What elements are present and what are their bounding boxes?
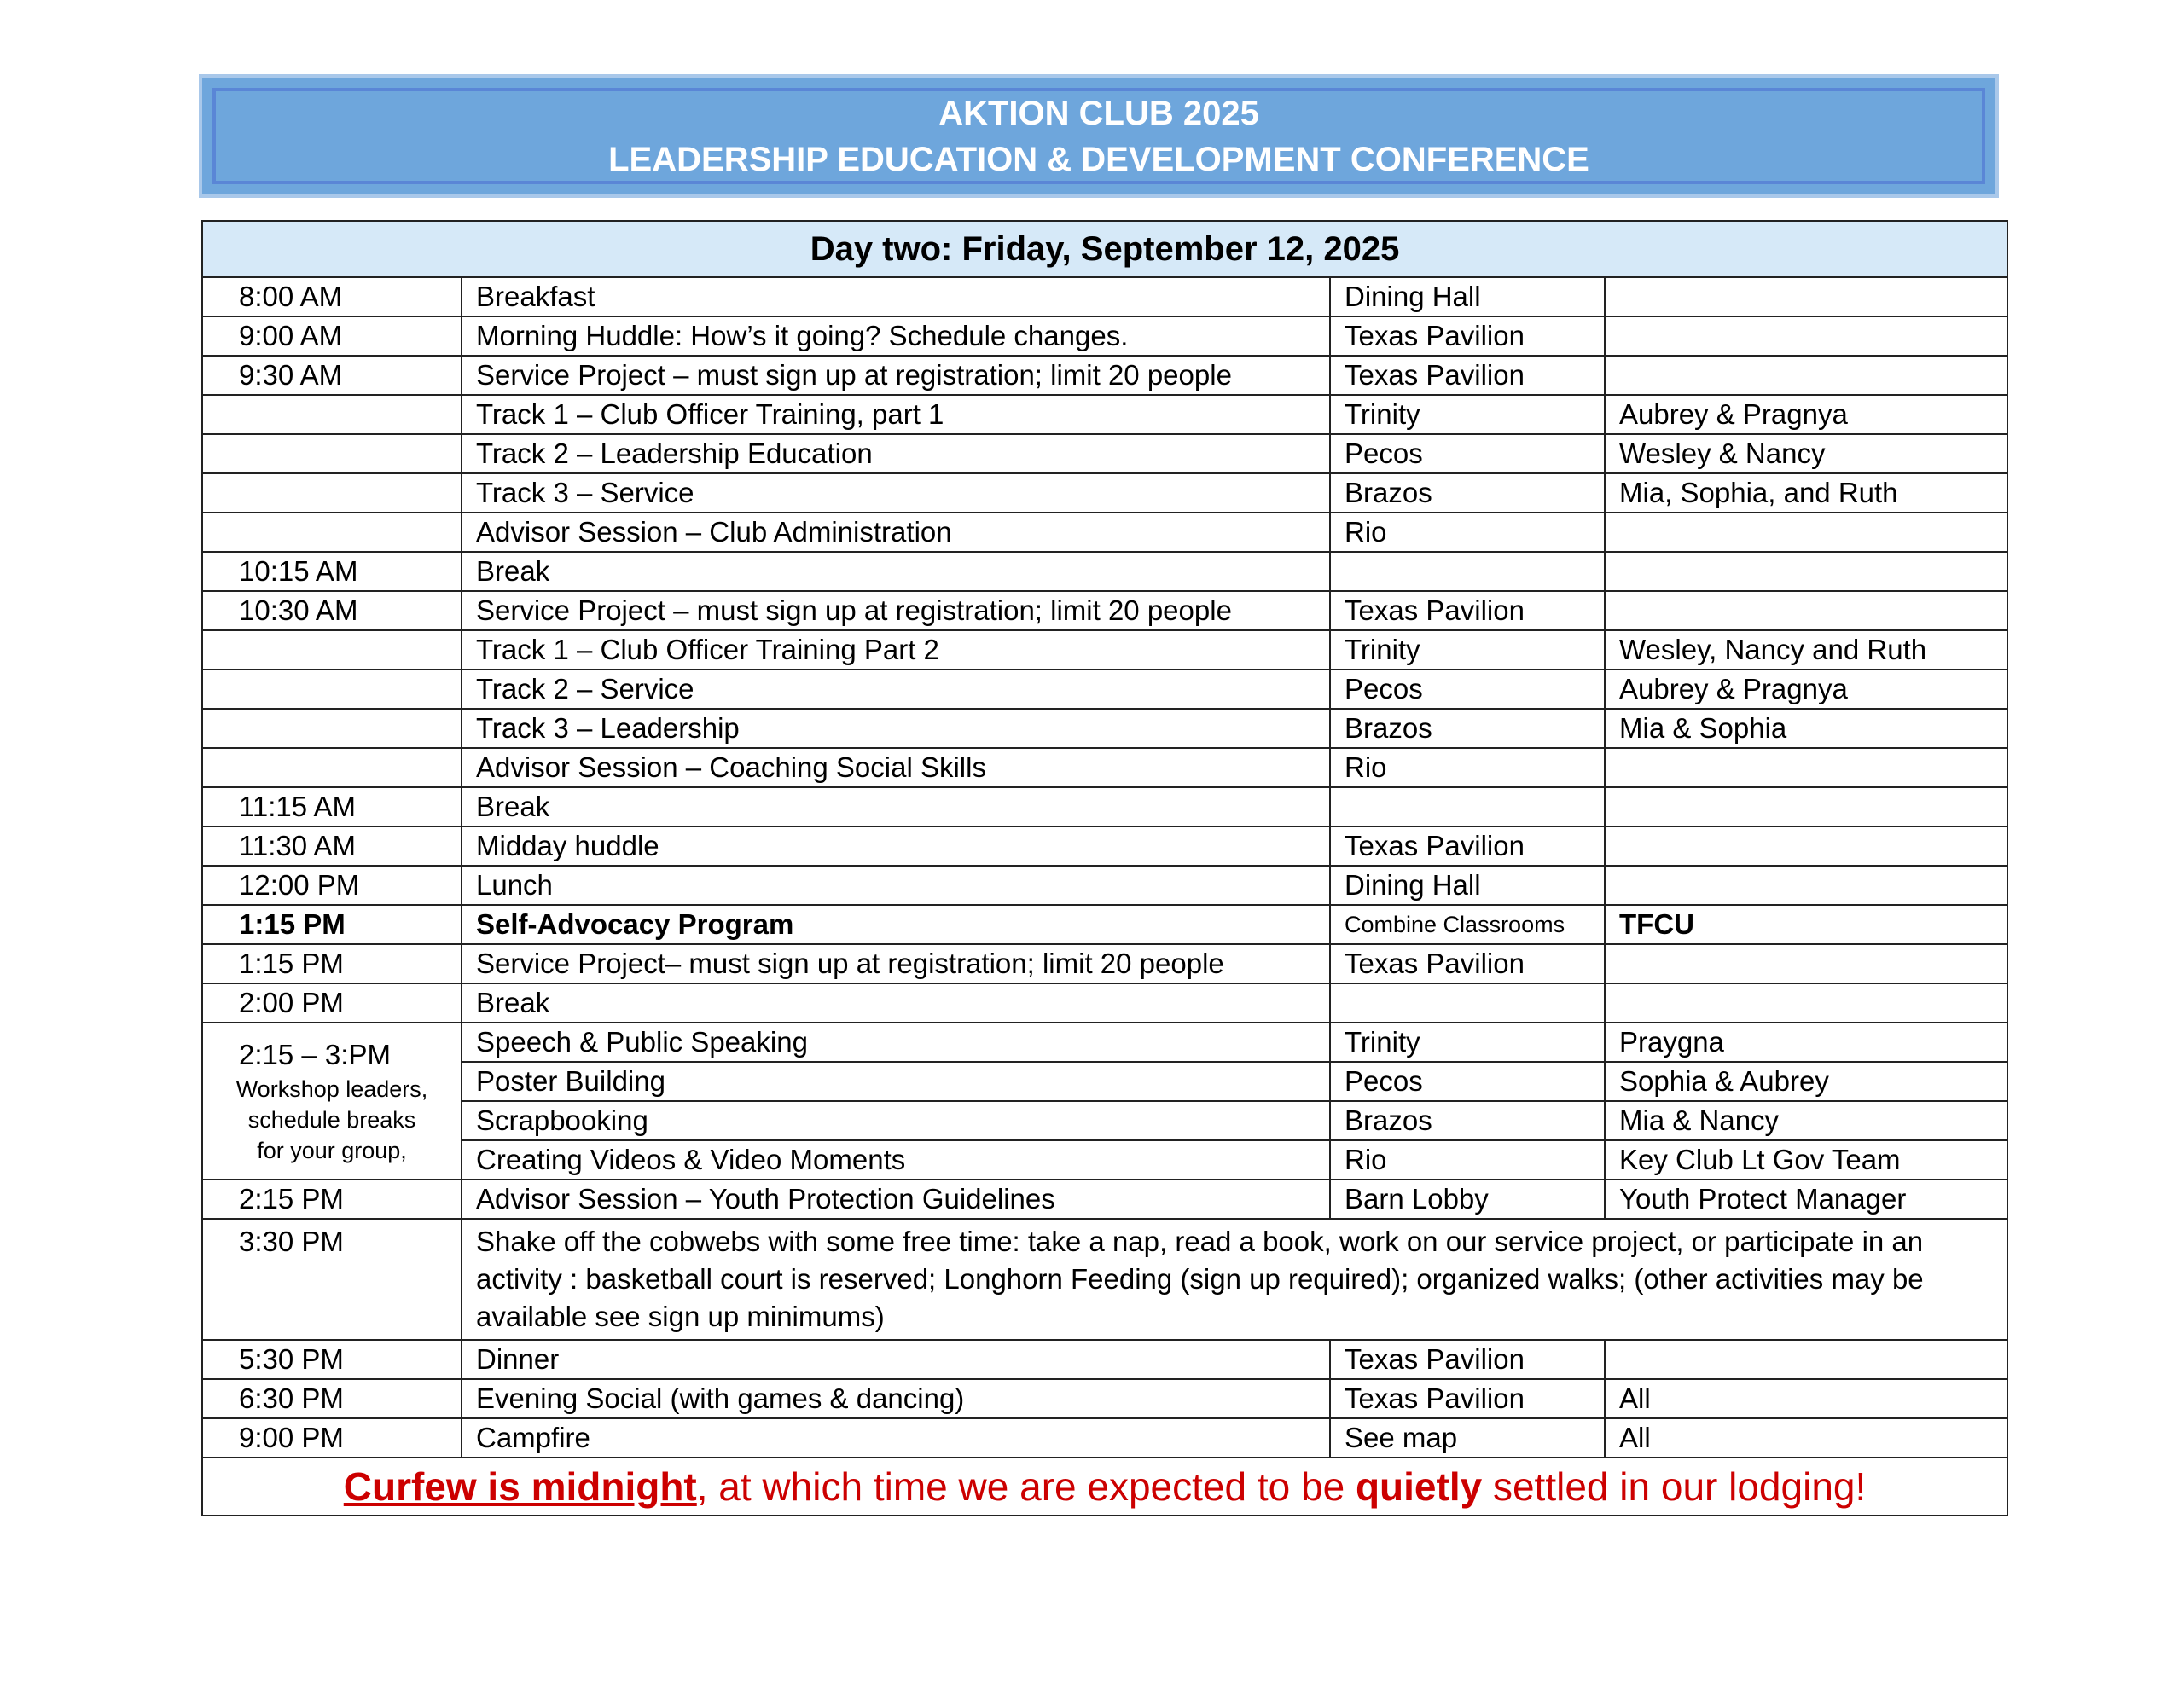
- event-cell: Lunch: [462, 866, 1330, 905]
- free-time-row: [202, 1219, 2007, 1340]
- curfew-row: [202, 1458, 2007, 1516]
- location-cell: See map: [1330, 1418, 1605, 1458]
- location-cell: Barn Lobby: [1330, 1180, 1605, 1219]
- event-cell: Service Project – must sign up at registration; limit 20 people: [462, 591, 1330, 630]
- event-cell: Track 1 – Club Officer Training, part 1: [462, 395, 1330, 434]
- location-cell: Texas Pavilion: [1330, 1379, 1605, 1418]
- location-cell: Dining Hall: [1330, 277, 1605, 316]
- time-cell: 9:30 AM: [202, 356, 462, 395]
- schedule-table: [201, 220, 2008, 1516]
- event-cell: Scrapbooking: [462, 1101, 1330, 1140]
- schedule-row: [202, 866, 2007, 905]
- time-cell: 9:00 AM: [202, 316, 462, 356]
- event-cell: Speech & Public Speaking: [462, 1023, 1330, 1062]
- schedule-row: [202, 1340, 2007, 1379]
- schedule-row: [202, 905, 2007, 944]
- banner-title-line1: AKTION CLUB 2025: [938, 94, 1259, 132]
- location-cell: Pecos: [1330, 1062, 1605, 1101]
- event-cell: Creating Videos & Video Moments: [462, 1140, 1330, 1180]
- location-cell: Trinity: [1330, 395, 1605, 434]
- leaders-cell: Aubrey & Pragnya: [1605, 395, 2007, 434]
- time-cell: [202, 473, 462, 513]
- location-cell: Rio: [1330, 748, 1605, 787]
- time-cell: 11:15 AM: [202, 787, 462, 826]
- location-cell: Combine Classrooms: [1330, 905, 1605, 944]
- event-cell: Break: [462, 787, 1330, 826]
- time-cell: [202, 709, 462, 748]
- leaders-cell: Sophia & Aubrey: [1605, 1062, 2007, 1101]
- leaders-cell: Aubrey & Pragnya: [1605, 670, 2007, 709]
- location-cell: Pecos: [1330, 670, 1605, 709]
- event-cell: Morning Huddle: How’s it going? Schedule changes.: [462, 316, 1330, 356]
- schedule-row: [202, 748, 2007, 787]
- leaders-cell: [1605, 513, 2007, 552]
- time-cell: 6:30 PM: [202, 1379, 462, 1418]
- location-cell: [1330, 983, 1605, 1023]
- time-cell: [202, 748, 462, 787]
- time-cell: 11:30 AM: [202, 826, 462, 866]
- event-cell: Advisor Session – Club Administration: [462, 513, 1330, 552]
- event-cell: Self-Advocacy Program: [462, 905, 1330, 944]
- event-cell: Break: [462, 552, 1330, 591]
- event-cell: Dinner: [462, 1340, 1330, 1379]
- schedule-row: [202, 826, 2007, 866]
- workshop-row: [202, 1101, 2007, 1140]
- event-cell: Advisor Session – Youth Protection Guidelines: [462, 1180, 1330, 1219]
- location-cell: Texas Pavilion: [1330, 591, 1605, 630]
- time-cell: 1:15 PM: [202, 905, 462, 944]
- banner-inner-frame: [212, 88, 1985, 184]
- location-cell: [1330, 787, 1605, 826]
- time-cell: [202, 513, 462, 552]
- schedule-row: [202, 944, 2007, 983]
- schedule-row: [202, 434, 2007, 473]
- time-cell: 10:15 AM: [202, 552, 462, 591]
- leaders-cell: Wesley, Nancy and Ruth: [1605, 630, 2007, 670]
- location-cell: Texas Pavilion: [1330, 1340, 1605, 1379]
- schedule-row: [202, 356, 2007, 395]
- leaders-cell: Mia & Nancy: [1605, 1101, 2007, 1140]
- event-cell: Evening Social (with games & dancing): [462, 1379, 1330, 1418]
- event-cell: Campfire: [462, 1418, 1330, 1458]
- time-cell: 2:15 PM: [202, 1180, 462, 1219]
- schedule-row: [202, 1180, 2007, 1219]
- time-cell: [202, 434, 462, 473]
- free-time-description: Shake off the cobwebs with some free time: take a nap, read a book, work on our service project, or participate in an activity : basketball court is reserved; Longhorn Feeding (sign up required); organized walks; (other activities may be available see sign up minimums): [462, 1219, 2007, 1340]
- curfew-notice: [202, 1458, 2007, 1516]
- leaders-cell: [1605, 787, 2007, 826]
- schedule-row: [202, 552, 2007, 591]
- schedule-row: [202, 983, 2007, 1023]
- event-cell: Breakfast: [462, 277, 1330, 316]
- event-cell: Track 2 – Leadership Education: [462, 434, 1330, 473]
- workshop-time: 2:15 – 3:PM: [239, 1039, 391, 1070]
- curfew-emphasis: quietly: [1355, 1464, 1483, 1509]
- curfew-tail: settled in our lodging!: [1482, 1464, 1867, 1509]
- location-cell: Pecos: [1330, 434, 1605, 473]
- location-cell: Brazos: [1330, 709, 1605, 748]
- time-cell: 9:00 PM: [202, 1418, 462, 1458]
- leaders-cell: All: [1605, 1379, 2007, 1418]
- workshop-note-line: Workshop leaders,: [235, 1076, 428, 1102]
- leaders-cell: [1605, 591, 2007, 630]
- leaders-cell: Mia & Sophia: [1605, 709, 2007, 748]
- schedule-row: [202, 787, 2007, 826]
- location-cell: Rio: [1330, 1140, 1605, 1180]
- leaders-cell: [1605, 866, 2007, 905]
- time-cell: 12:00 PM: [202, 866, 462, 905]
- event-cell: Track 3 – Leadership: [462, 709, 1330, 748]
- location-cell: Brazos: [1330, 1101, 1605, 1140]
- curfew-middle: , at which time we are expected to be: [696, 1464, 1356, 1509]
- schedule-row: [202, 709, 2007, 748]
- time-cell: 2:00 PM: [202, 983, 462, 1023]
- schedule-row: [202, 630, 2007, 670]
- leaders-cell: Key Club Lt Gov Team: [1605, 1140, 2007, 1180]
- leaders-cell: Wesley & Nancy: [1605, 434, 2007, 473]
- workshop-row: [202, 1140, 2007, 1180]
- time-cell: [202, 630, 462, 670]
- workshop-time-cell: [202, 1023, 462, 1180]
- time-cell: [202, 670, 462, 709]
- schedule-row: [202, 1379, 2007, 1418]
- workshop-note-line: for your group,: [257, 1138, 407, 1163]
- schedule-row: [202, 670, 2007, 709]
- workshop-note-line: schedule breaks: [247, 1107, 416, 1133]
- leaders-cell: Mia, Sophia, and Ruth: [1605, 473, 2007, 513]
- event-cell: Track 3 – Service: [462, 473, 1330, 513]
- location-cell: Texas Pavilion: [1330, 826, 1605, 866]
- time-cell: 3:30 PM: [202, 1219, 462, 1340]
- event-cell: Break: [462, 983, 1330, 1023]
- time-cell: 8:00 AM: [202, 277, 462, 316]
- location-cell: Brazos: [1330, 473, 1605, 513]
- location-cell: Texas Pavilion: [1330, 356, 1605, 395]
- event-cell: Midday huddle: [462, 826, 1330, 866]
- time-cell: 1:15 PM: [202, 944, 462, 983]
- event-cell: Advisor Session – Coaching Social Skills: [462, 748, 1330, 787]
- location-cell: Rio: [1330, 513, 1605, 552]
- schedule-row: [202, 277, 2007, 316]
- time-cell: [202, 395, 462, 434]
- time-cell: 10:30 AM: [202, 591, 462, 630]
- leaders-cell: [1605, 826, 2007, 866]
- location-cell: Texas Pavilion: [1330, 944, 1605, 983]
- leaders-cell: [1605, 1340, 2007, 1379]
- location-cell: Trinity: [1330, 1023, 1605, 1062]
- schedule-row: [202, 395, 2007, 434]
- time-cell: 5:30 PM: [202, 1340, 462, 1379]
- conference-banner: [199, 74, 1999, 198]
- leaders-cell: [1605, 983, 2007, 1023]
- schedule-row: [202, 316, 2007, 356]
- leaders-cell: Praygna: [1605, 1023, 2007, 1062]
- schedule-row: [202, 1418, 2007, 1458]
- location-cell: Dining Hall: [1330, 866, 1605, 905]
- day-header-row: [202, 221, 2007, 277]
- leaders-cell: [1605, 316, 2007, 356]
- curfew-lead: Curfew is midnight: [343, 1464, 697, 1509]
- leaders-cell: [1605, 277, 2007, 316]
- leaders-cell: [1605, 356, 2007, 395]
- location-cell: Texas Pavilion: [1330, 316, 1605, 356]
- event-cell: Poster Building: [462, 1062, 1330, 1101]
- leaders-cell: All: [1605, 1418, 2007, 1458]
- schedule-row: [202, 473, 2007, 513]
- schedule-row: [202, 513, 2007, 552]
- leaders-cell: [1605, 748, 2007, 787]
- event-cell: Service Project – must sign up at registration; limit 20 people: [462, 356, 1330, 395]
- workshop-row: [202, 1023, 2007, 1062]
- location-cell: [1330, 552, 1605, 591]
- leaders-cell: [1605, 552, 2007, 591]
- leaders-cell: [1605, 944, 2007, 983]
- location-cell: Trinity: [1330, 630, 1605, 670]
- event-cell: Track 1 – Club Officer Training Part 2: [462, 630, 1330, 670]
- leaders-cell: TFCU: [1605, 905, 2007, 944]
- event-cell: Track 2 – Service: [462, 670, 1330, 709]
- leaders-cell: Youth Protect Manager: [1605, 1180, 2007, 1219]
- banner-title-line2: LEADERSHIP EDUCATION & DEVELOPMENT CONFERENCE: [608, 140, 1589, 178]
- event-cell: Service Project– must sign up at registration; limit 20 people: [462, 944, 1330, 983]
- schedule-row: [202, 591, 2007, 630]
- workshop-row: [202, 1062, 2007, 1101]
- day-title: Day two: Friday, September 12, 2025: [202, 221, 2007, 277]
